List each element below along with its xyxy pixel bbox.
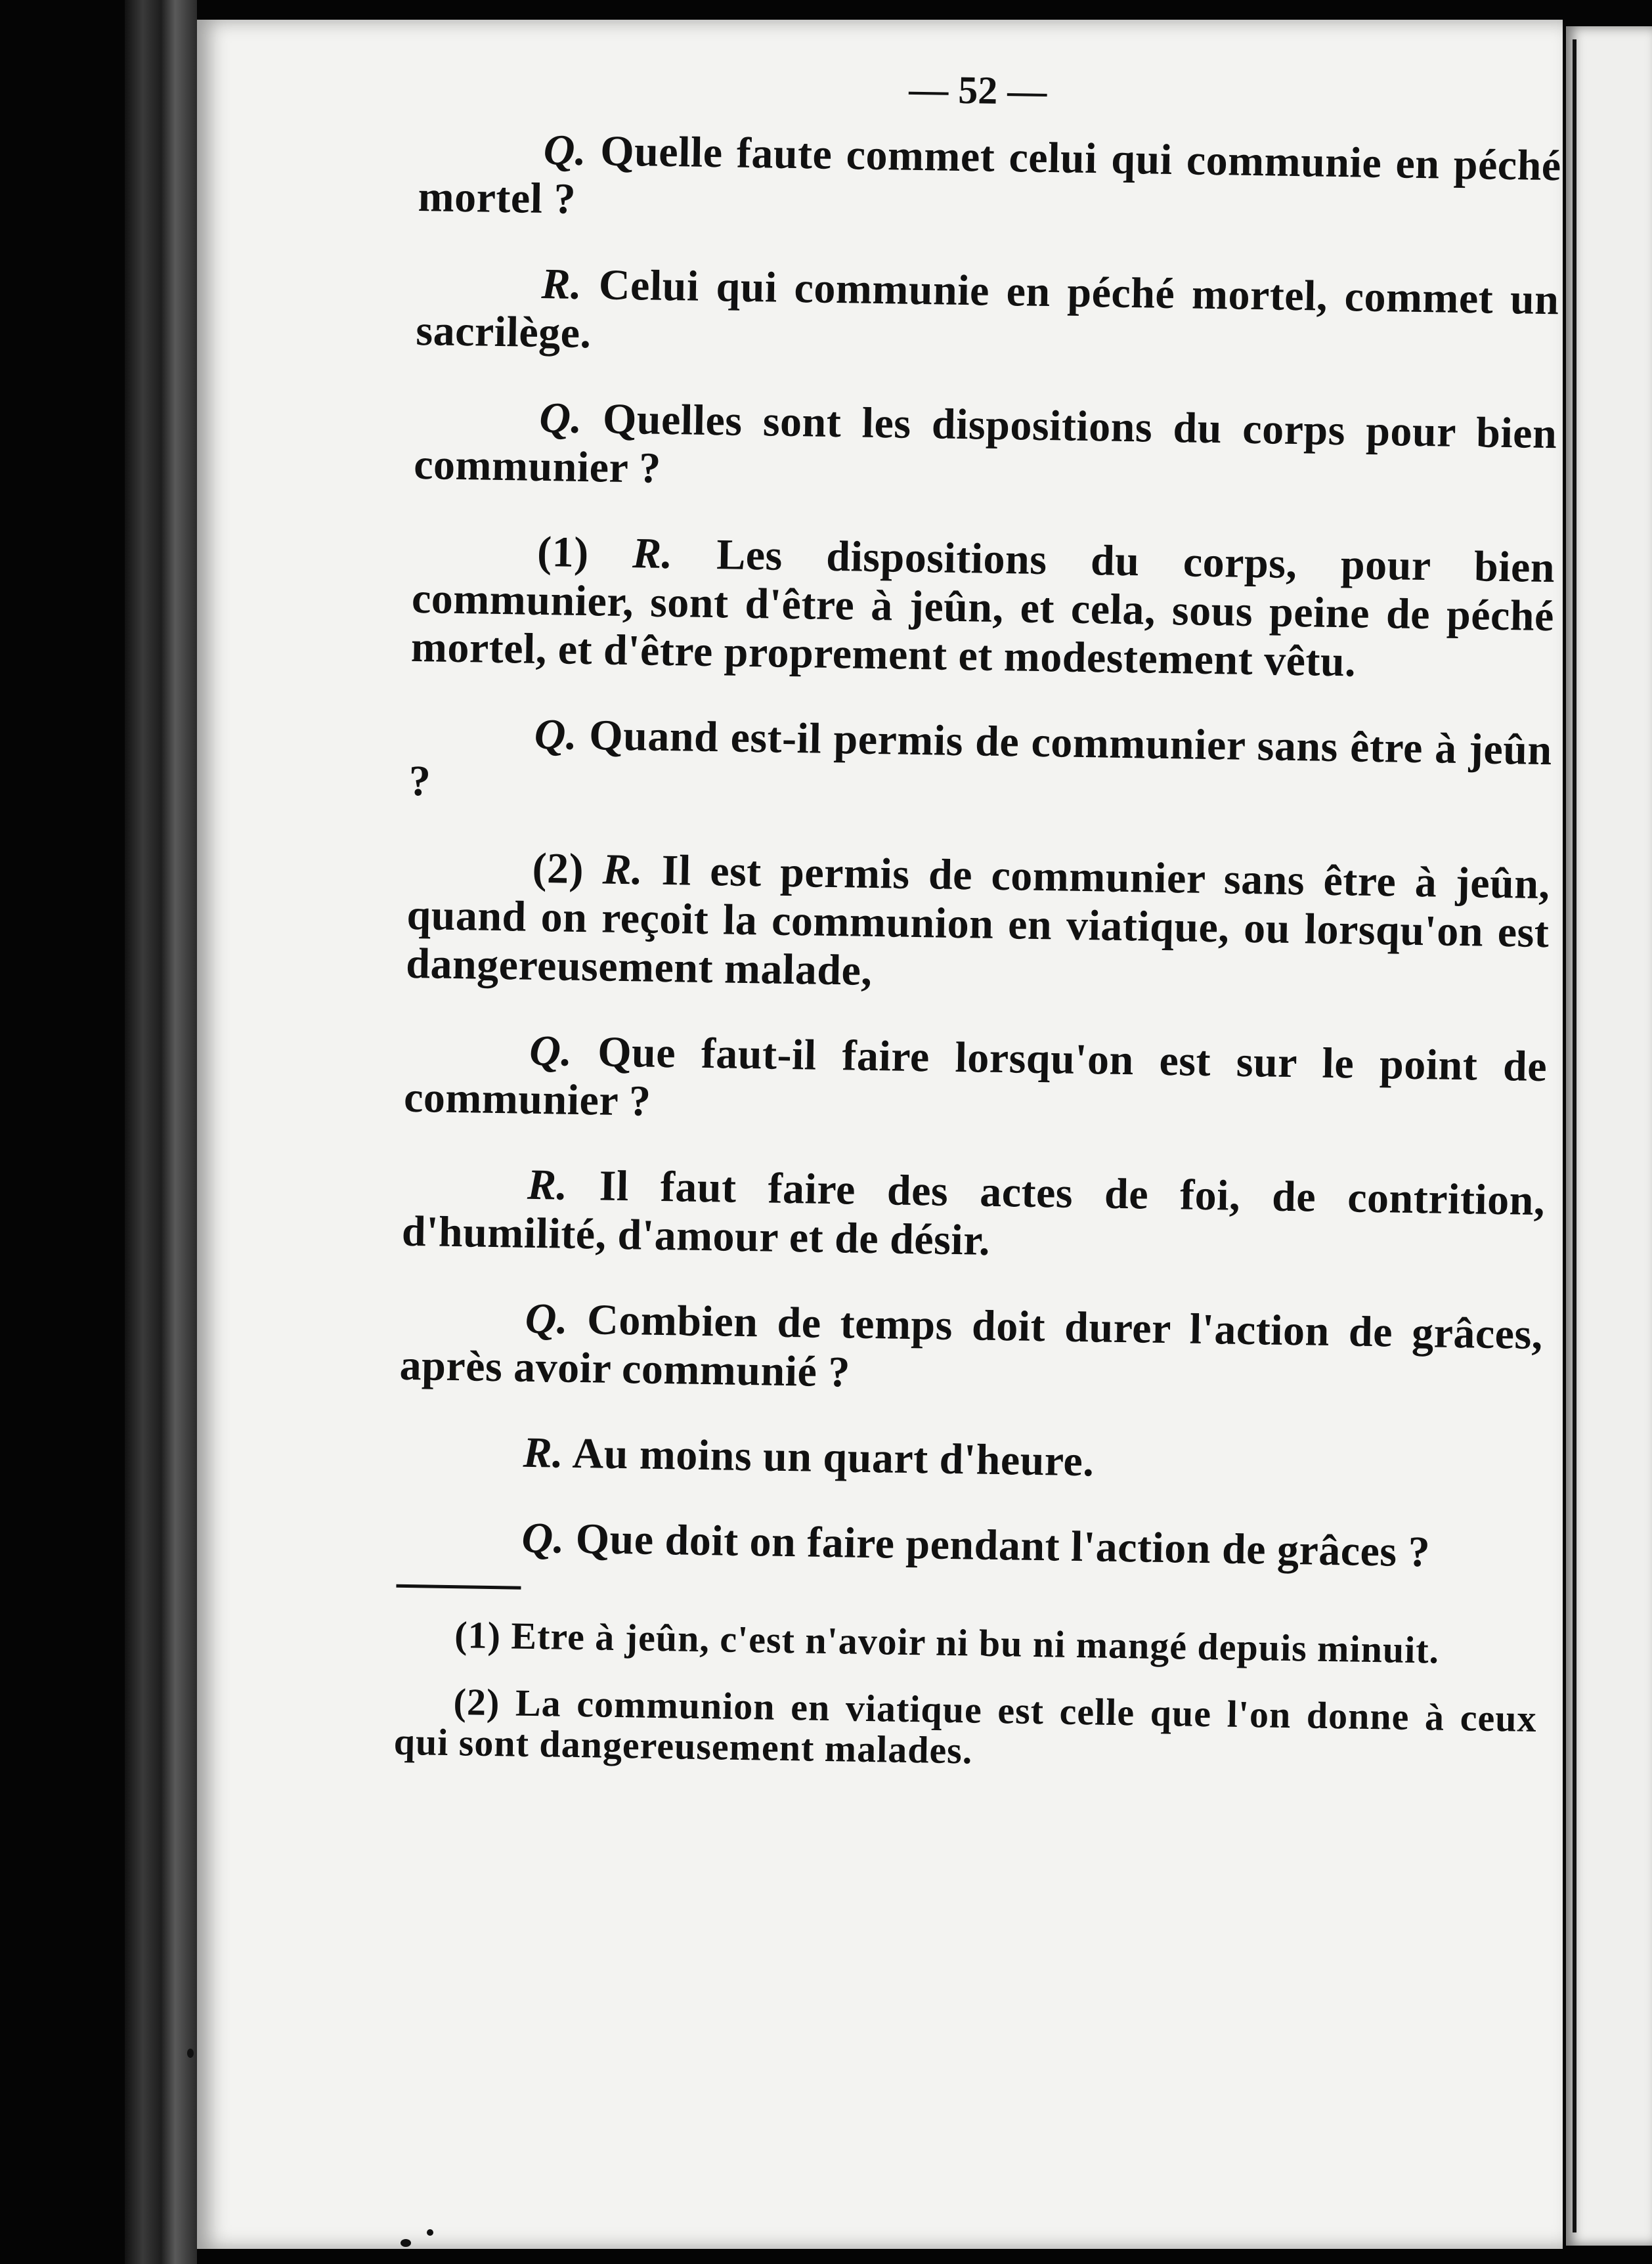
qa-paragraph [404,1025,1548,1140]
paragraph-text: Il est permis de communier sans être à jeûn, quand on reçoit la communion en viatique, ou lorsqu'on est dangereusement malade, [405,846,1551,995]
paragraph-text: Quelle faute commet celui qui communie en péché mortel ? [418,127,1562,223]
paragraph-text: Les dispositions du corps, pour bien communier, sont d'être à jeûn, et cela, sous peine de péché mortel, et d'être proprement et modestement vêtu. [410,531,1555,686]
qa-paragraph [414,392,1557,507]
footnote-text: Etre à jeûn, c'est n'avoir ni bu ni mangé depuis minuit. [510,1614,1440,1672]
book-spine [125,0,197,2264]
answer-label: R. [602,845,643,894]
qa-paragraph [399,1293,1543,1408]
ink-speck [187,2049,194,2058]
question-label: Q. [525,1294,569,1343]
question-label: Q. [538,393,583,443]
question-label: Q. [543,125,587,175]
qa-paragraph [398,1427,1541,1493]
paragraph-text: Combien de temps doit durer l'action de grâces, après avoir communié ? [399,1295,1544,1397]
answer-label: R. [527,1160,569,1209]
footnote [395,1614,1538,1672]
paragraph-text: Il faut faire des actes de foi, de contrition, d'humilité, d'amour et de désir. [401,1162,1546,1265]
qa-paragraph [410,526,1555,689]
footnote-text: La communion en viatique est celle que l'on donne à ceux qui sont dangereusement malades. [393,1681,1538,1772]
facing-page-edge [1566,26,1652,2246]
qa-paragraph [408,708,1552,823]
page-number: — 52 — [908,67,1047,113]
footnote [393,1681,1537,1780]
qa-paragraph [397,1512,1540,1578]
ink-speck [427,2229,433,2236]
qa-paragraph [401,1159,1545,1274]
footnote-mark: (1) [454,1613,502,1657]
question-label: Q. [529,1026,573,1076]
question-label: Q. [521,1513,565,1563]
facing-page-border [1573,39,1576,2232]
question-label: Q. [534,710,578,759]
footnote-ref: (2) [532,844,584,894]
footnote-ref: (1) [536,527,590,577]
ink-speck [401,2239,411,2247]
answer-label: R. [632,529,674,578]
qa-paragraph [406,842,1550,1006]
paragraph-text: Au moins un quart d'heure. [571,1429,1095,1486]
paragraph-text: Quand est-il permis de communier sans être à jeûn ? [408,711,1553,806]
footnote-mark: (2) [453,1680,500,1724]
answer-label: R. [523,1428,564,1477]
qa-paragraph [416,258,1559,373]
paragraph-text: Celui qui communie en péché mortel, commet un sacrilège. [415,261,1560,358]
paragraph-text: Quelles sont les dispositions du corps pour bien communier ? [413,395,1557,492]
paragraph-text: Que doit on faire pendant l'action de grâces ? [575,1515,1431,1577]
page-text-block [393,59,1563,1806]
footnote-separator [396,1584,521,1590]
qa-paragraph [418,124,1561,239]
paragraph-text: Que faut-il faire lorsqu'on est sur le point de communier ? [403,1028,1548,1125]
answer-label: R. [541,259,582,309]
